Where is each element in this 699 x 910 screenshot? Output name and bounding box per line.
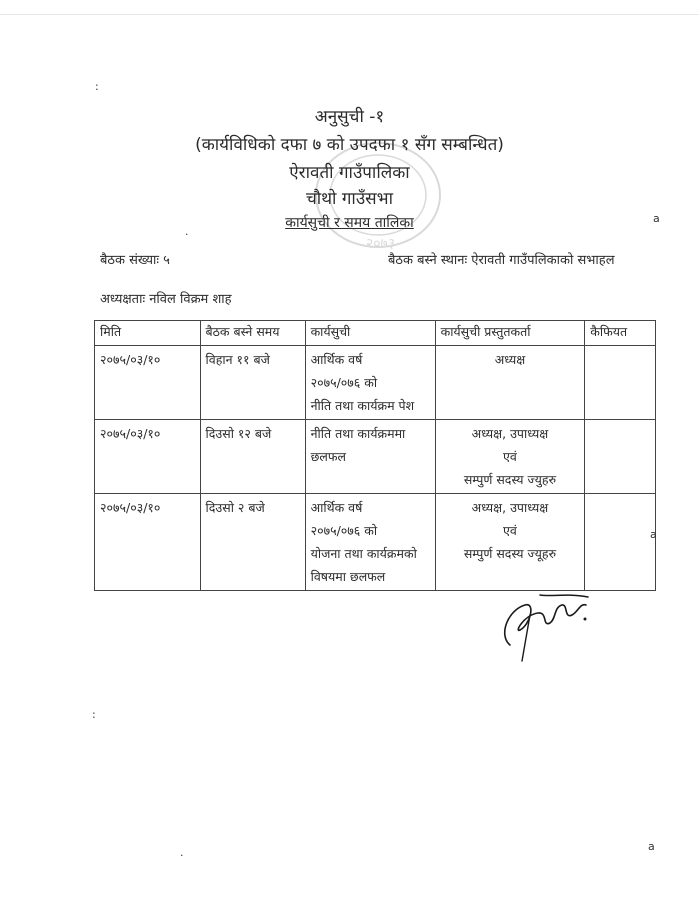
presenter-line: सम्पुर्ण सदस्य ज्यूहरु xyxy=(463,546,557,561)
cell-presenter xyxy=(435,420,585,494)
cell-date: २०७५/०३/१० xyxy=(95,494,201,591)
header-remarks: कैफियत xyxy=(585,321,656,346)
scan-speck: a xyxy=(648,840,655,853)
header-time: बैठक बस्ने समय xyxy=(200,321,305,346)
agenda-line: नीति तथा कार्यक्रम पेश xyxy=(310,398,415,413)
meeting-number: बैठक संख्याः ५ xyxy=(100,253,170,268)
cell-presenter xyxy=(435,346,585,420)
scan-edge-line xyxy=(0,14,699,15)
scan-speck: . xyxy=(180,846,184,859)
table-row xyxy=(95,346,656,420)
agenda-line: योजना तथा कार्यक्रमको xyxy=(310,546,417,561)
annex-reference: (कार्यविधिको दफा ७ को उपदफा १ सँग सम्बन्धित) xyxy=(195,135,504,155)
cell-time: दिउसो २ बजे xyxy=(200,494,305,591)
meeting-chair: अध्यक्षताः नविल विक्रम शाह xyxy=(100,292,232,307)
meeting-venue: बैठक बस्ने स्थानः ऐरावती गाउँपलिकाको सभाहल xyxy=(388,253,615,268)
agenda-schedule-table xyxy=(94,320,656,591)
header-agenda: कार्यसुची xyxy=(305,321,435,346)
svg-text:२०७३: २०७३ xyxy=(366,236,396,252)
cell-date: २०७५/०३/१० xyxy=(95,420,201,494)
scan-speck: a xyxy=(653,212,660,225)
agenda-line: २०७५/०७६ को xyxy=(310,523,378,538)
municipality-name: ऐरावती गाउँपालिका xyxy=(289,163,410,183)
table-row xyxy=(95,420,656,494)
cell-agenda xyxy=(305,346,435,420)
presenter-line: अध्यक्ष xyxy=(494,352,526,367)
agenda-line: २०७५/०७६ को xyxy=(310,375,378,390)
header-presenter: कार्यसुची प्रस्तुतकर्ता xyxy=(435,321,585,346)
agenda-line: छलफल xyxy=(310,449,346,464)
cell-time: विहान ११ बजे xyxy=(200,346,305,420)
presenter-line: सम्पुर्ण सदस्य ज्युहरु xyxy=(463,472,557,487)
scan-speck: . xyxy=(185,225,189,238)
table-header-row xyxy=(95,321,656,346)
cell-remarks xyxy=(585,420,656,494)
agenda-line: नीति तथा कार्यक्रममा xyxy=(310,426,406,441)
cell-remarks xyxy=(585,346,656,420)
scan-speck: a xyxy=(650,528,657,541)
annex-title: अनुसुची -१ xyxy=(314,107,385,127)
cell-agenda xyxy=(305,420,435,494)
signature-mark xyxy=(490,575,600,665)
assembly-title: चौथो गाउँसभा xyxy=(305,189,393,209)
presenter-line: एवं xyxy=(503,523,517,538)
agenda-line: आर्थिक वर्ष xyxy=(310,500,363,515)
presenter-line: अध्यक्ष, उपाध्यक्ष xyxy=(471,500,549,515)
scan-speck: : xyxy=(92,708,96,721)
cell-date: २०७५/०३/१० xyxy=(95,346,201,420)
schedule-title: कार्यसुची र समय तालिका xyxy=(285,215,414,231)
cell-agenda xyxy=(305,494,435,591)
presenter-line: अध्यक्ष, उपाध्यक्ष xyxy=(471,426,549,441)
agenda-line: आर्थिक वर्ष xyxy=(310,352,363,367)
scan-speck: : xyxy=(95,80,99,93)
agenda-line: विषयमा छलफल xyxy=(310,569,386,584)
header-date: मिति xyxy=(95,321,201,346)
presenter-line: एवं xyxy=(503,449,517,464)
cell-time: दिउसो १२ बजे xyxy=(200,420,305,494)
